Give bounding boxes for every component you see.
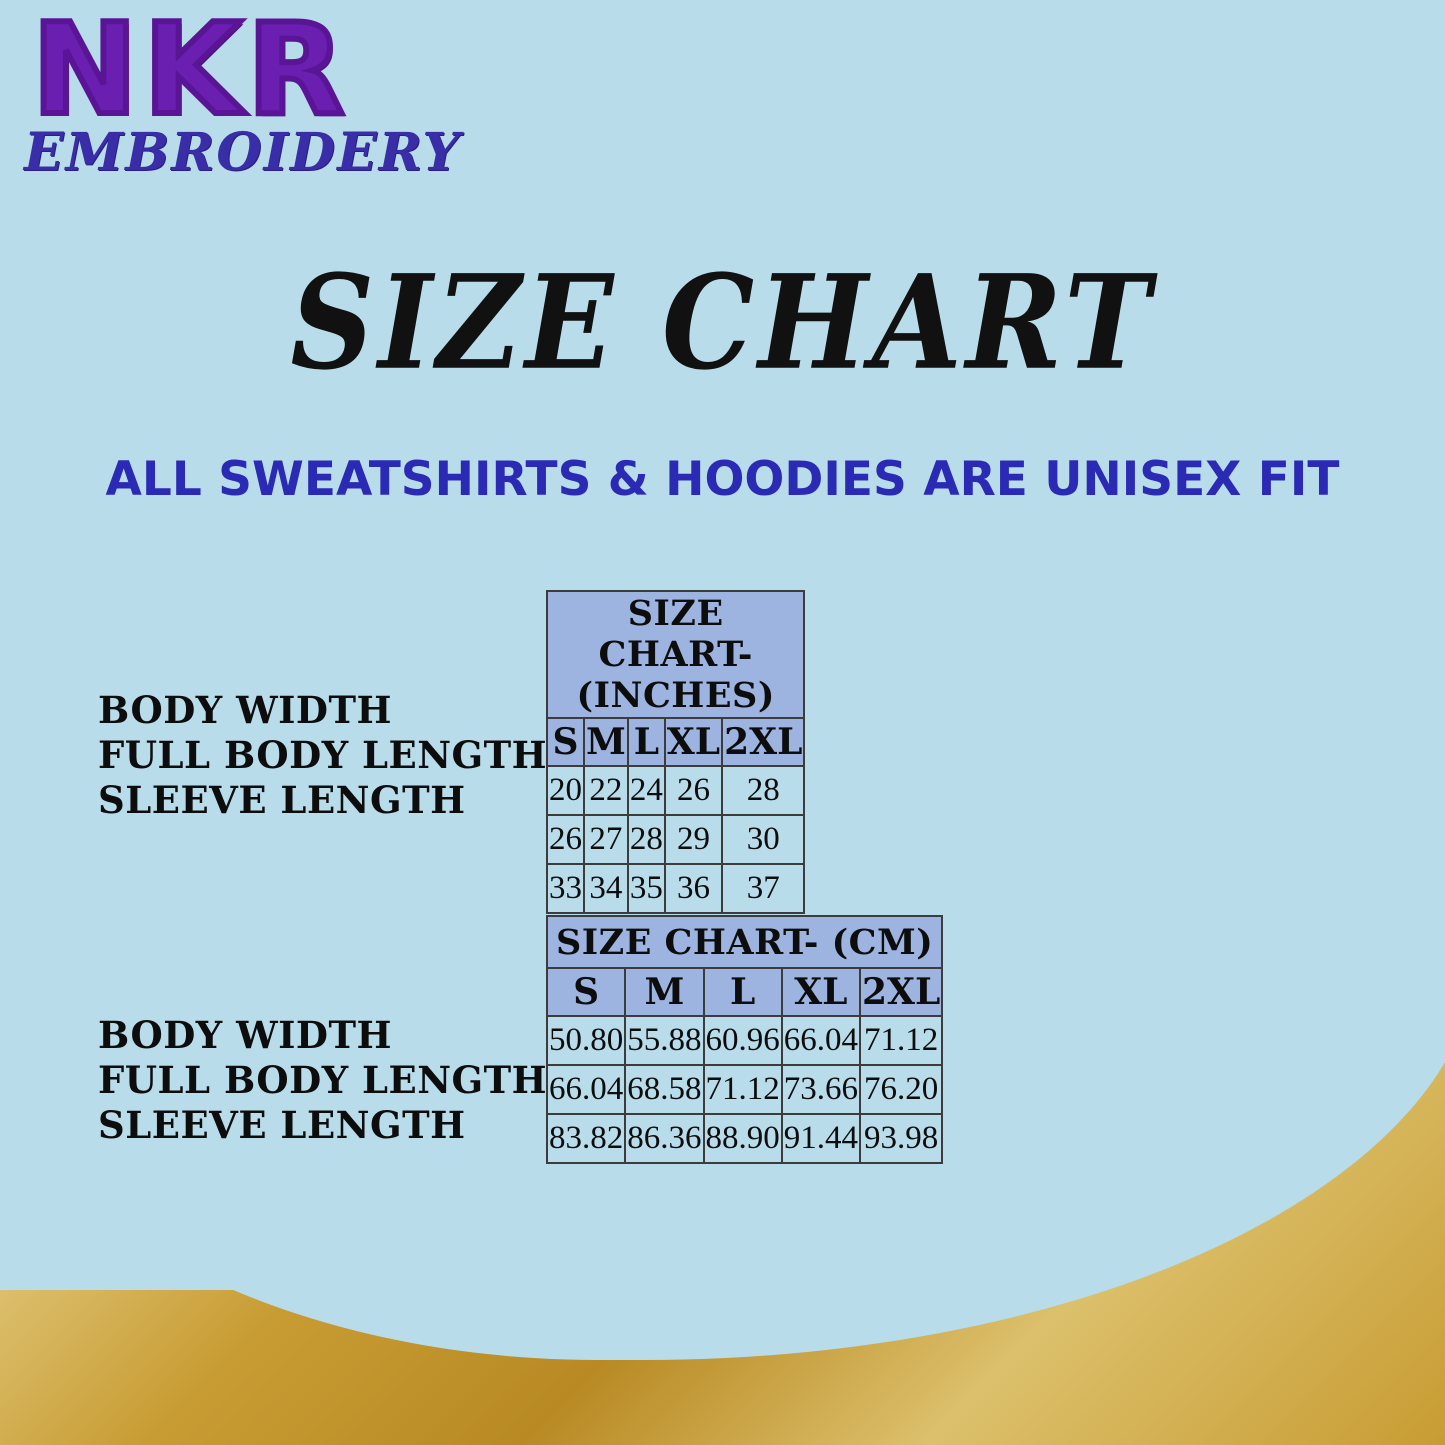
column-header-s: S: [547, 968, 625, 1016]
table-row: [547, 815, 804, 864]
cell-value: 71.12: [704, 1065, 782, 1114]
cell-value: 60.96: [704, 1016, 782, 1065]
row-label: FULL BODY LENGTH: [98, 733, 548, 777]
cell-value: 29: [665, 815, 722, 864]
cell-value: 33: [547, 864, 584, 913]
table-header-row: [547, 968, 942, 1016]
table-title-row: [547, 916, 942, 968]
cell-value: 34: [584, 864, 628, 913]
column-header-m: M: [584, 718, 628, 766]
cell-value: 37: [722, 864, 804, 913]
cell-value: 73.66: [782, 1065, 860, 1114]
cell-value: 22: [584, 766, 628, 815]
column-header-m: M: [625, 968, 703, 1016]
cell-value: 83.82: [547, 1114, 625, 1163]
table-row: [547, 1065, 942, 1114]
row-label: FULL BODY LENGTH: [98, 1058, 548, 1102]
cell-value: 36: [665, 864, 722, 913]
table-row: [547, 1016, 942, 1065]
table-row: [547, 766, 804, 815]
row-label-list-cm: [98, 1013, 548, 1148]
page-title: SIZE CHART: [290, 246, 1155, 400]
cell-value: 66.04: [782, 1016, 860, 1065]
cell-value: 66.04: [547, 1065, 625, 1114]
measurements-table-inches: [546, 590, 805, 914]
table-row: [547, 864, 804, 913]
cell-value: 27: [584, 815, 628, 864]
column-header-s: S: [547, 718, 584, 766]
cell-value: 55.88: [625, 1016, 703, 1065]
cell-value: 24: [628, 766, 665, 815]
cell-value: 93.98: [860, 1114, 942, 1163]
cell-value: 28: [628, 815, 665, 864]
table-title: SIZE CHART- (INCHES): [547, 591, 804, 718]
cell-value: 71.12: [860, 1016, 942, 1065]
row-label: BODY WIDTH: [98, 688, 393, 732]
cell-value: 28: [722, 766, 804, 815]
cell-value: 20: [547, 766, 584, 815]
table-title: SIZE CHART- (CM): [547, 916, 942, 968]
row-label: SLEEVE LENGTH: [98, 778, 466, 822]
cell-value: 68.58: [625, 1065, 703, 1114]
cell-value: 88.90: [704, 1114, 782, 1163]
measurements-table-cm: [546, 915, 943, 1164]
column-header-2xl: 2XL: [722, 718, 804, 766]
table-row: [547, 1114, 942, 1163]
cell-value: 26: [547, 815, 584, 864]
row-label: BODY WIDTH: [98, 1013, 393, 1057]
cell-value: 30: [722, 815, 804, 864]
cell-value: 50.80: [547, 1016, 625, 1065]
cell-value: 76.20: [860, 1065, 942, 1114]
table-title-row: [547, 591, 804, 718]
row-label: SLEEVE LENGTH: [98, 1103, 466, 1147]
cell-value: 26: [665, 766, 722, 815]
cell-value: 35: [628, 864, 665, 913]
table-header-row: [547, 718, 804, 766]
column-header-l: L: [628, 718, 665, 766]
row-label-list-inches: [98, 688, 548, 823]
column-header-xl: XL: [782, 968, 860, 1016]
brand-logo-text: NKR: [32, 0, 351, 143]
brand-tagline: EMBROIDERY: [24, 122, 462, 184]
column-header-xl: XL: [665, 718, 722, 766]
brand-logo: [18, 0, 488, 184]
cell-value: 91.44: [782, 1114, 860, 1163]
cell-value: 86.36: [625, 1114, 703, 1163]
column-header-l: L: [704, 968, 782, 1016]
column-header-2xl: 2XL: [860, 968, 942, 1016]
subtitle: ALL SWEATSHIRTS & HOODIES ARE UNISEX FIT: [105, 452, 1340, 507]
